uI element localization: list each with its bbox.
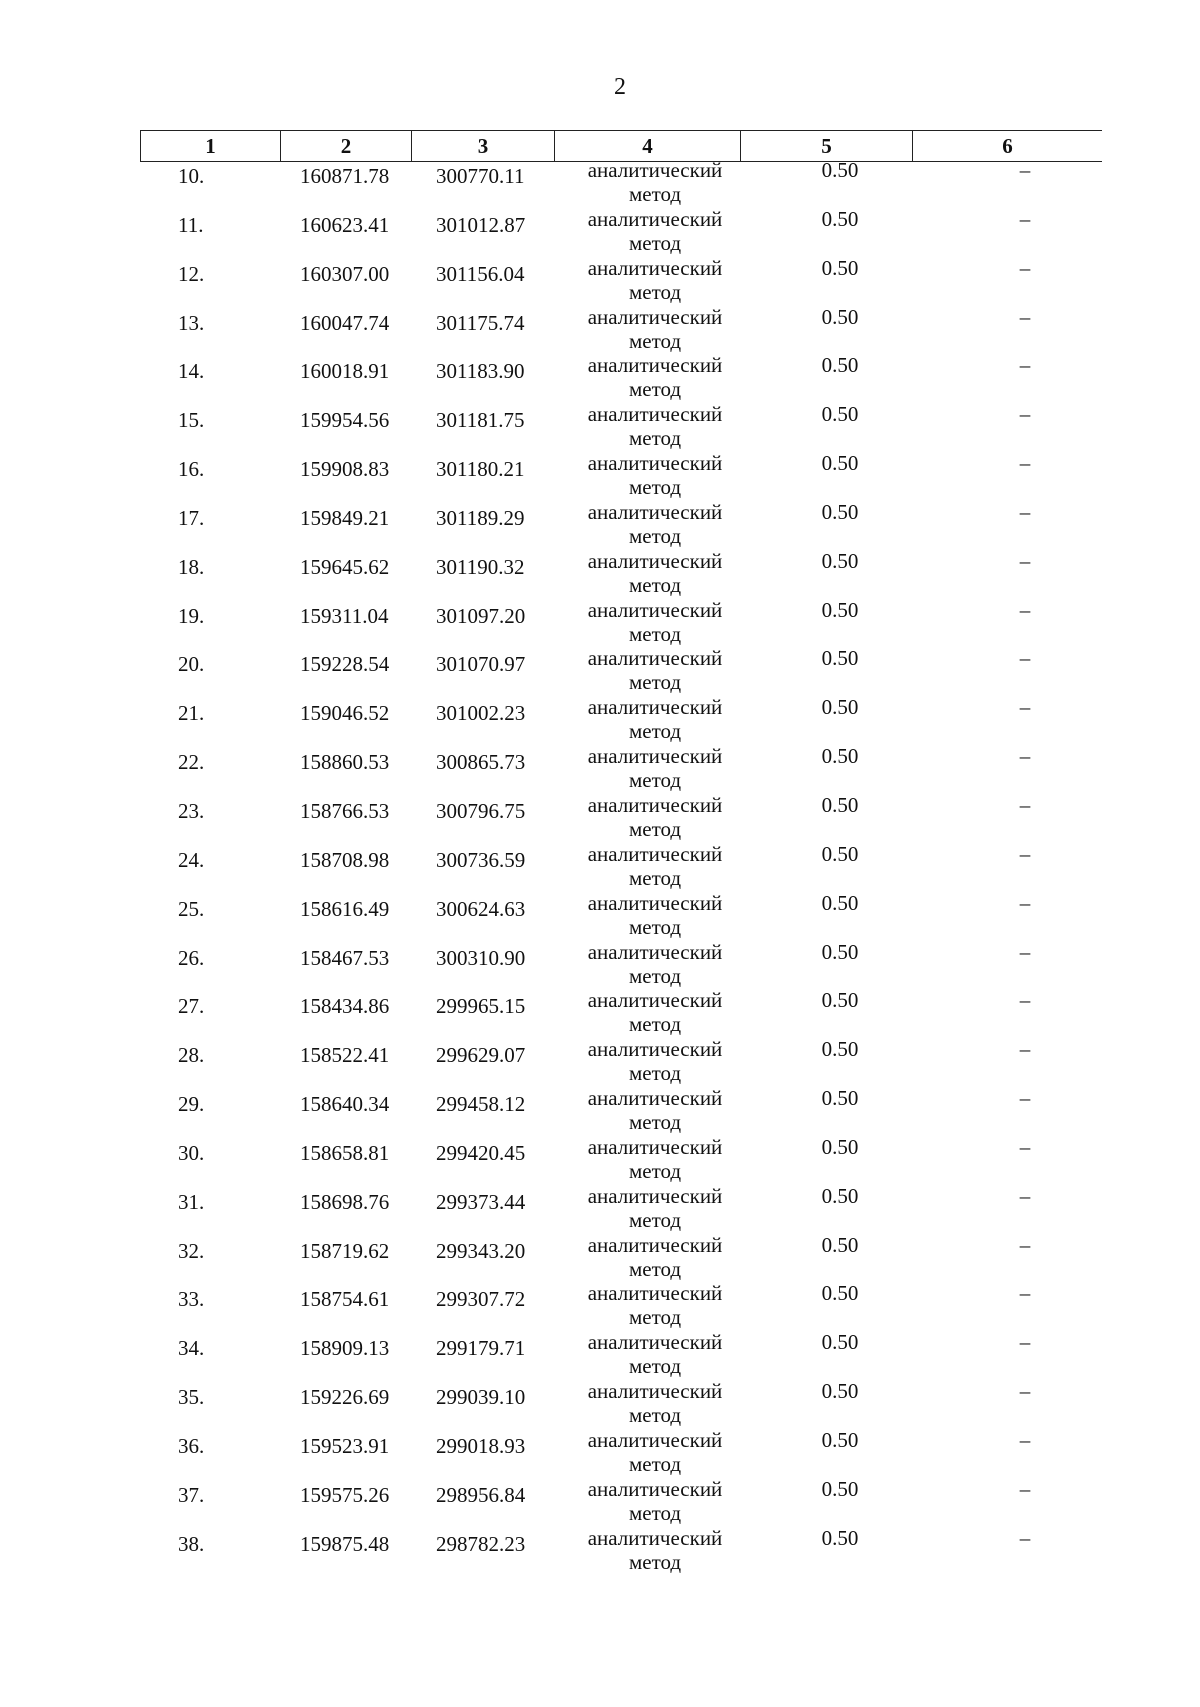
point-number: 16.	[178, 457, 205, 482]
coordinate-x: 158708.98	[300, 847, 390, 872]
table-body	[140, 158, 1102, 1574]
note-dash: –	[1019, 1476, 1031, 1501]
accuracy-value: 0.50	[821, 1086, 859, 1111]
coordinate-x: 158522.41	[300, 1043, 390, 1068]
note-dash: –	[1019, 499, 1031, 524]
method-line-1: аналитический	[587, 841, 723, 866]
table-row	[140, 598, 1102, 647]
point-number: 17.	[178, 505, 205, 530]
table-row	[140, 1526, 1102, 1575]
note-dash: –	[1019, 1086, 1031, 1111]
coordinate-x: 159875.48	[300, 1531, 390, 1556]
accuracy-value: 0.50	[821, 597, 859, 622]
accuracy-value: 0.50	[821, 1427, 859, 1452]
accuracy-value: 0.50	[821, 695, 859, 720]
point-number: 38.	[178, 1531, 205, 1556]
header-col-5: 5	[740, 131, 912, 161]
coordinate-y: 301002.23	[436, 701, 526, 726]
method-cell	[530, 891, 780, 939]
note-dash: –	[1019, 890, 1031, 915]
coordinate-y: 299179.71	[436, 1336, 526, 1361]
method-line-1: аналитический	[587, 402, 723, 427]
accuracy-value: 0.50	[821, 548, 859, 573]
coordinate-x: 160307.00	[300, 261, 390, 286]
coordinate-x: 158698.76	[300, 1189, 390, 1214]
coordinate-y: 300624.63	[436, 896, 526, 921]
table-row	[140, 1379, 1102, 1428]
coordinate-y: 301181.75	[436, 408, 525, 433]
method-cell	[530, 158, 780, 206]
note-dash: –	[1019, 548, 1031, 573]
accuracy-value: 0.50	[821, 206, 859, 231]
point-number: 35.	[178, 1385, 205, 1410]
point-number: 12.	[178, 261, 205, 286]
table-row	[140, 402, 1102, 451]
method-line-1: аналитический	[587, 695, 723, 720]
method-line-1: аналитический	[587, 744, 723, 769]
point-number: 25.	[178, 896, 205, 921]
table-row	[140, 1184, 1102, 1233]
method-cell	[530, 1086, 780, 1134]
method-cell	[530, 695, 780, 743]
header-col-3: 3	[411, 131, 554, 161]
accuracy-value: 0.50	[821, 646, 859, 671]
point-number: 11.	[178, 212, 204, 237]
accuracy-value: 0.50	[821, 402, 859, 427]
method-cell	[530, 451, 780, 499]
table-row	[140, 744, 1102, 793]
coordinate-y: 301189.29	[436, 505, 525, 530]
point-number: 20.	[178, 652, 205, 677]
method-cell	[530, 793, 780, 841]
note-dash: –	[1019, 1330, 1031, 1355]
method-line-1: аналитический	[587, 1086, 723, 1111]
coordinate-y: 300736.59	[436, 847, 526, 872]
coordinate-x: 159523.91	[300, 1433, 390, 1458]
coordinate-x: 159575.26	[300, 1482, 390, 1507]
method-cell	[530, 1184, 780, 1232]
note-dash: –	[1019, 158, 1031, 182]
table-row	[140, 1086, 1102, 1135]
method-cell	[530, 988, 780, 1036]
coordinate-y: 299343.20	[436, 1238, 526, 1263]
table-row	[140, 891, 1102, 940]
method-line-2: метод	[628, 475, 682, 500]
coordinate-y: 300310.90	[436, 945, 526, 970]
method-line-2: метод	[628, 1110, 682, 1135]
method-line-1: аналитический	[587, 1427, 723, 1452]
coordinate-y: 299629.07	[436, 1043, 526, 1068]
table-row	[140, 793, 1102, 842]
note-dash: –	[1019, 402, 1031, 427]
point-number: 34.	[178, 1336, 205, 1361]
coordinate-y: 300865.73	[436, 750, 526, 775]
note-dash: –	[1019, 744, 1031, 769]
note-dash: –	[1019, 304, 1031, 329]
note-dash: –	[1019, 646, 1031, 671]
coordinate-y: 298782.23	[436, 1531, 526, 1556]
method-cell	[530, 842, 780, 890]
note-dash: –	[1019, 597, 1031, 622]
method-line-2: метод	[628, 328, 682, 353]
method-cell	[530, 353, 780, 401]
accuracy-value: 0.50	[821, 744, 859, 769]
method-line-2: метод	[628, 768, 682, 793]
point-number: 22.	[178, 750, 205, 775]
note-dash: –	[1019, 1134, 1031, 1159]
table-row	[140, 353, 1102, 402]
coordinate-x: 158766.53	[300, 798, 390, 823]
method-line-1: аналитический	[587, 255, 723, 280]
method-line-1: аналитический	[587, 597, 723, 622]
accuracy-value: 0.50	[821, 1476, 859, 1501]
table-row	[140, 646, 1102, 695]
method-line-2: метод	[628, 1207, 682, 1232]
accuracy-value: 0.50	[821, 304, 859, 329]
method-line-1: аналитический	[587, 646, 723, 671]
method-cell	[530, 256, 780, 304]
method-line-1: аналитический	[587, 988, 723, 1013]
method-line-2: метод	[628, 963, 682, 988]
method-line-2: метод	[628, 426, 682, 451]
accuracy-value: 0.50	[821, 353, 859, 378]
method-line-2: метод	[628, 1403, 682, 1428]
method-line-1: аналитический	[587, 304, 723, 329]
coordinate-x: 159908.83	[300, 457, 390, 482]
coordinate-y: 301097.20	[436, 603, 526, 628]
method-line-2: метод	[628, 1305, 682, 1330]
method-line-2: метод	[628, 279, 682, 304]
coordinate-x: 159954.56	[300, 408, 390, 433]
method-line-1: аналитический	[587, 1281, 723, 1306]
point-number: 30.	[178, 1140, 205, 1165]
accuracy-value: 0.50	[821, 1330, 859, 1355]
coordinate-x: 159849.21	[300, 505, 390, 530]
table-row	[140, 1135, 1102, 1184]
method-line-1: аналитический	[587, 890, 723, 915]
point-number: 15.	[178, 408, 205, 433]
method-line-2: метод	[628, 1500, 682, 1525]
accuracy-value: 0.50	[821, 1525, 859, 1550]
coordinate-y: 299039.10	[436, 1385, 526, 1410]
note-dash: –	[1019, 1232, 1031, 1257]
method-line-1: аналитический	[587, 1379, 723, 1404]
point-number: 24.	[178, 847, 205, 872]
coordinate-x: 160047.74	[300, 310, 390, 335]
coordinate-y: 299420.45	[436, 1140, 526, 1165]
point-number: 19.	[178, 603, 205, 628]
table-row	[140, 1037, 1102, 1086]
table-row	[140, 305, 1102, 354]
coordinate-x: 158658.81	[300, 1140, 390, 1165]
table-row	[140, 207, 1102, 256]
accuracy-value: 0.50	[821, 1183, 859, 1208]
coordinate-y: 298956.84	[436, 1482, 526, 1507]
method-cell	[530, 1281, 780, 1329]
method-line-2: метод	[628, 230, 682, 255]
note-dash: –	[1019, 1525, 1031, 1550]
method-line-1: аналитический	[587, 353, 723, 378]
point-number: 10.	[178, 164, 205, 188]
method-cell	[530, 646, 780, 694]
accuracy-value: 0.50	[821, 451, 859, 476]
coordinate-y: 301180.21	[436, 457, 525, 482]
coordinate-y: 299458.12	[436, 1092, 526, 1117]
method-line-2: метод	[628, 816, 682, 841]
method-line-1: аналитический	[587, 1330, 723, 1355]
coordinate-x: 160623.41	[300, 212, 390, 237]
method-line-1: аналитический	[587, 939, 723, 964]
method-line-1: аналитический	[587, 451, 723, 476]
coordinate-x: 158860.53	[300, 750, 390, 775]
coordinate-y: 300796.75	[436, 798, 526, 823]
method-line-1: аналитический	[587, 1037, 723, 1062]
method-line-2: метод	[628, 621, 682, 646]
accuracy-value: 0.50	[821, 890, 859, 915]
point-number: 14.	[178, 359, 205, 384]
point-number: 37.	[178, 1482, 205, 1507]
method-cell	[530, 1526, 780, 1574]
coordinate-x: 158434.86	[300, 994, 390, 1019]
note-dash: –	[1019, 695, 1031, 720]
coordinate-x: 158616.49	[300, 896, 390, 921]
method-cell	[530, 1379, 780, 1427]
method-cell	[530, 1428, 780, 1476]
note-dash: –	[1019, 206, 1031, 231]
accuracy-value: 0.50	[821, 841, 859, 866]
coordinate-x: 160871.78	[300, 164, 390, 188]
accuracy-value: 0.50	[821, 158, 859, 182]
accuracy-value: 0.50	[821, 1379, 859, 1404]
coordinate-x: 159046.52	[300, 701, 390, 726]
header-col-1: 1	[140, 131, 280, 161]
coordinate-x: 158754.61	[300, 1287, 390, 1312]
method-line-2: метод	[628, 1549, 682, 1574]
method-line-1: аналитический	[587, 499, 723, 524]
method-line-1: аналитический	[587, 1476, 723, 1501]
accuracy-value: 0.50	[821, 255, 859, 280]
header-col-4: 4	[554, 131, 740, 161]
coordinate-y: 300770.11	[436, 164, 525, 188]
accuracy-value: 0.50	[821, 939, 859, 964]
method-cell	[530, 744, 780, 792]
method-line-2: метод	[628, 1061, 682, 1086]
point-number: 31.	[178, 1189, 205, 1214]
accuracy-value: 0.50	[821, 499, 859, 524]
method-line-1: аналитический	[587, 548, 723, 573]
method-line-1: аналитический	[587, 1525, 723, 1550]
accuracy-value: 0.50	[821, 1232, 859, 1257]
coordinate-y: 299965.15	[436, 994, 526, 1019]
table-row	[140, 1281, 1102, 1330]
coordinate-y: 301175.74	[436, 310, 525, 335]
point-number: 29.	[178, 1092, 205, 1117]
table-row	[140, 256, 1102, 305]
coordinate-y: 299307.72	[436, 1287, 526, 1312]
table-row	[140, 1233, 1102, 1282]
accuracy-value: 0.50	[821, 1281, 859, 1306]
method-cell	[530, 940, 780, 988]
table-row	[140, 988, 1102, 1037]
table-row	[140, 158, 1102, 207]
coordinate-y: 301183.90	[436, 359, 525, 384]
table-row	[140, 940, 1102, 989]
table-row	[140, 451, 1102, 500]
note-dash: –	[1019, 1427, 1031, 1452]
point-number: 27.	[178, 994, 205, 1019]
coordinate-y: 301012.87	[436, 212, 526, 237]
table-row	[140, 1330, 1102, 1379]
point-number: 18.	[178, 554, 205, 579]
method-line-2: метод	[628, 572, 682, 597]
method-cell	[530, 500, 780, 548]
accuracy-value: 0.50	[821, 1134, 859, 1159]
method-line-2: метод	[628, 1451, 682, 1476]
method-line-2: метод	[628, 1256, 682, 1281]
header-col-6: 6	[912, 131, 1102, 161]
method-line-2: метод	[628, 1354, 682, 1379]
method-line-1: аналитический	[587, 158, 723, 182]
point-number: 36.	[178, 1433, 205, 1458]
coordinate-y: 299373.44	[436, 1189, 526, 1214]
accuracy-value: 0.50	[821, 988, 859, 1013]
coordinate-x: 159645.62	[300, 554, 390, 579]
method-line-1: аналитический	[587, 1134, 723, 1159]
method-cell	[530, 305, 780, 353]
method-line-2: метод	[628, 1012, 682, 1037]
method-cell	[530, 1233, 780, 1281]
coordinate-x: 158467.53	[300, 945, 390, 970]
method-cell	[530, 1037, 780, 1085]
method-line-2: метод	[628, 377, 682, 402]
table-row	[140, 1477, 1102, 1526]
table-row	[140, 695, 1102, 744]
method-line-1: аналитический	[587, 792, 723, 817]
method-cell	[530, 1330, 780, 1378]
method-line-2: метод	[628, 865, 682, 890]
page-number: 2	[614, 74, 626, 100]
note-dash: –	[1019, 1037, 1031, 1062]
coordinate-x: 159226.69	[300, 1385, 390, 1410]
method-line-1: аналитический	[587, 1183, 723, 1208]
method-line-1: аналитический	[587, 206, 723, 231]
point-number: 13.	[178, 310, 205, 335]
method-line-2: метод	[628, 719, 682, 744]
coordinate-x: 160018.91	[300, 359, 390, 384]
coordinate-x: 159311.04	[300, 603, 389, 628]
note-dash: –	[1019, 353, 1031, 378]
note-dash: –	[1019, 255, 1031, 280]
method-line-1: аналитический	[587, 1232, 723, 1257]
coordinate-y: 301156.04	[436, 261, 525, 286]
coordinate-x: 158640.34	[300, 1092, 390, 1117]
method-cell	[530, 402, 780, 450]
point-number: 28.	[178, 1043, 205, 1068]
accuracy-value: 0.50	[821, 1037, 859, 1062]
coordinate-x: 158719.62	[300, 1238, 390, 1263]
coordinate-x: 159228.54	[300, 652, 390, 677]
note-dash: –	[1019, 841, 1031, 866]
note-dash: –	[1019, 792, 1031, 817]
header-col-2: 2	[280, 131, 411, 161]
method-line-2: метод	[628, 1158, 682, 1183]
method-line-2: метод	[628, 670, 682, 695]
point-number: 32.	[178, 1238, 205, 1263]
note-dash: –	[1019, 451, 1031, 476]
coordinate-y: 301070.97	[436, 652, 526, 677]
table-row	[140, 500, 1102, 549]
table-row	[140, 1428, 1102, 1477]
point-number: 23.	[178, 798, 205, 823]
method-cell	[530, 549, 780, 597]
coordinate-y: 301190.32	[436, 554, 525, 579]
note-dash: –	[1019, 988, 1031, 1013]
coordinate-x: 158909.13	[300, 1336, 390, 1361]
method-cell	[530, 598, 780, 646]
note-dash: –	[1019, 1183, 1031, 1208]
method-line-2: метод	[628, 182, 682, 206]
method-line-2: метод	[628, 523, 682, 548]
table-row	[140, 842, 1102, 891]
note-dash: –	[1019, 1281, 1031, 1306]
table-row	[140, 549, 1102, 598]
note-dash: –	[1019, 1379, 1031, 1404]
point-number: 33.	[178, 1287, 205, 1312]
accuracy-value: 0.50	[821, 792, 859, 817]
note-dash: –	[1019, 939, 1031, 964]
point-number: 21.	[178, 701, 205, 726]
method-cell	[530, 207, 780, 255]
method-cell	[530, 1135, 780, 1183]
coordinate-y: 299018.93	[436, 1433, 526, 1458]
point-number: 26.	[178, 945, 205, 970]
method-cell	[530, 1477, 780, 1525]
method-line-2: метод	[628, 914, 682, 939]
